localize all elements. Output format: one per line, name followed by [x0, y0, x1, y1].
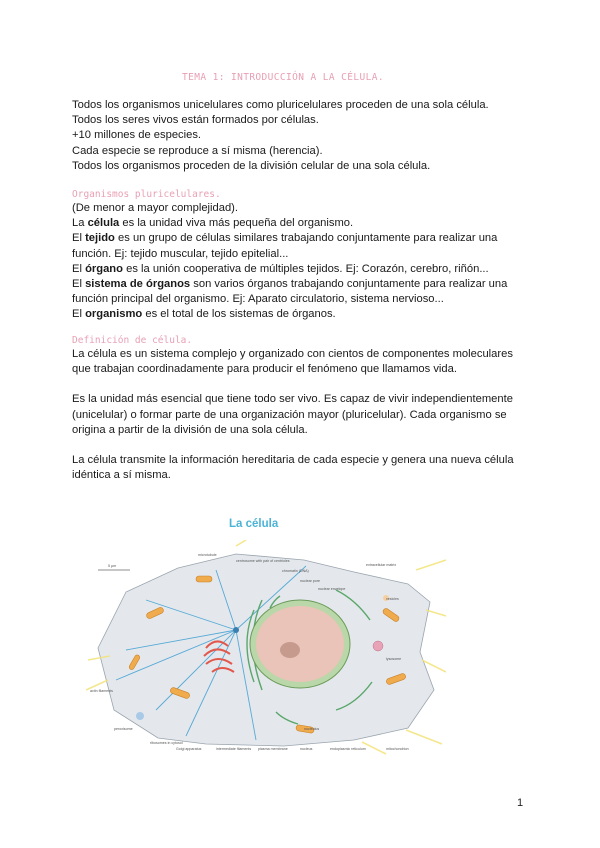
label-chromatin: chromatin (DNA): [282, 569, 309, 573]
label-lysosome: lysosome: [386, 657, 402, 661]
label-ecm: extracellular matrix: [366, 563, 397, 567]
nucleus: [256, 606, 344, 682]
definicion-paragraph-3: La célula transmite la información hereditaria de cada especie y genera una nueva célula idéntica a sí misma.: [72, 454, 514, 482]
intro-line: Todos los organismos unicelulares como pluricelulares proceden de una sola célula.: [72, 99, 489, 111]
complexity-note: (De menor a mayor complejidad).: [72, 202, 239, 214]
intro-line: +10 millones de especies.: [72, 129, 202, 142]
intro-block: [72, 98, 532, 174]
label-nucleus: nucleus: [300, 747, 313, 751]
label-vesicles: vesicles: [386, 597, 399, 601]
label-centrosome: centrosome with pair of centrioles: [236, 559, 290, 563]
nucleolus: [280, 642, 300, 658]
centrosome: [233, 627, 239, 633]
section-heading-definicion: Definición de célula.: [72, 335, 193, 346]
figure-title: La célula: [229, 518, 279, 530]
definition-tejido: El tejido es un grupo de células similares trabajando conjuntamente para realizar una función. Ej: tejido muscular, tejido epitelial...: [72, 232, 498, 260]
label-ribosomes: ribosomes in cytosol: [150, 741, 183, 745]
label-peroxisome: peroxisome: [114, 727, 133, 731]
label-nuclear-pore: nuclear pore: [300, 579, 320, 583]
label-mitochondrion: mitochondrion: [386, 747, 409, 751]
intro-line: Todos los seres vivos están formados por células.: [72, 114, 319, 127]
pluricelulares-block: [72, 201, 532, 323]
lysosome: [373, 641, 383, 651]
peroxisome: [136, 712, 144, 720]
definition-organismo: El organismo es el total de los sistemas de órganos.: [72, 308, 336, 321]
definition-celula: La célula es la unidad viva más pequeña del organismo.: [72, 217, 354, 230]
section-heading-pluricelulares: Organismos pluricelulares.: [72, 189, 221, 200]
label-plasma: plasma membrane: [258, 747, 288, 751]
label-microtubule: microtubule: [198, 553, 217, 557]
definicion-paragraph-2: Es la unidad más esencial que tiene todo ser vivo. Es capaz de vivir independientemente (unicelular) o formar parte de una organización mayor (pluricelular). Cada organismo se origina a partir de la división de una sola célula.: [72, 393, 513, 436]
scale-label: 5 μm: [108, 564, 117, 568]
definition-sistema: El sistema de órganos son varios órganos trabajando conjuntamente para realizar una función principal del organismo. Ej: Aparato circulatorio, sistema nervioso...: [72, 278, 508, 306]
definicion-paragraph-1: La célula es un sistema complejo y organizado con cientos de componentes moleculares que trabajan coordinadamente para producir el fenómeno que llamamos vida.: [72, 348, 513, 376]
cell-diagram: [86, 540, 446, 755]
intro-line: Cada especie se reproduce a sí misma (herencia).: [72, 144, 323, 157]
definicion-block: [72, 347, 532, 483]
label-nucleolus: nucleolus: [304, 727, 320, 731]
label-nuclear-envelope: nuclear envelope: [318, 587, 346, 591]
intro-line: Todos los organismos proceden de la división celular de una sola célula.: [72, 159, 431, 172]
label-intermediate: intermediate filaments: [216, 747, 252, 751]
definition-organo: El órgano es la unión cooperativa de múltiples tejidos. Ej: Corazón, cerebro, riñón...: [72, 262, 489, 275]
label-er: endoplasmic reticulum: [330, 747, 366, 751]
page-number: 1: [517, 797, 524, 809]
page-title: TEMA 1: INTRODUCCIÓN A LA CÉLULA.: [182, 72, 384, 83]
label-actin: actin filaments: [90, 689, 113, 693]
label-golgi: Golgi apparatus: [176, 747, 202, 751]
